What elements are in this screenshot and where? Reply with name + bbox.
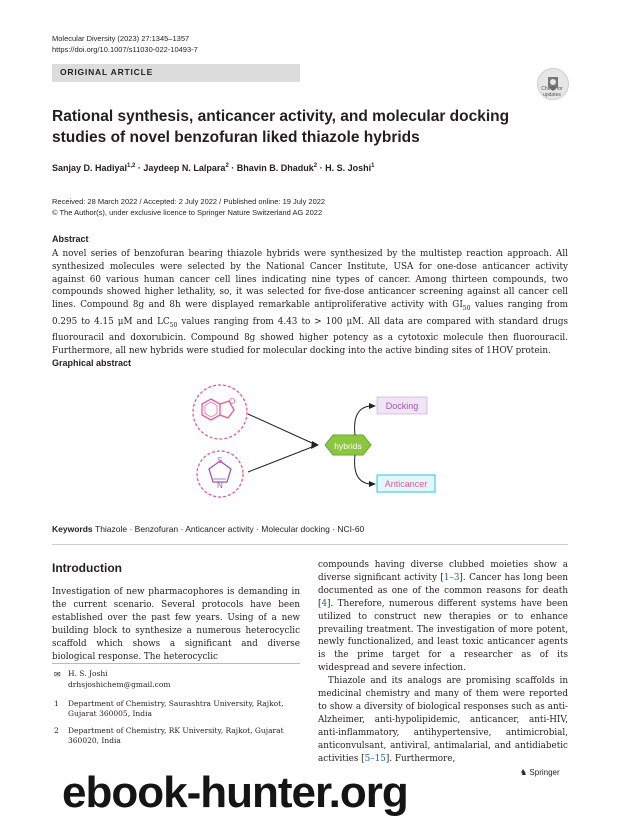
- article-title: Rational synthesis, anticancer activity, and molecular docking studies of novel benzofuran liked thiazole hybrids: [52, 108, 510, 146]
- watermark: ebook-hunter.org: [62, 768, 408, 817]
- corresponding-email[interactable]: drhsjoshichem@gmail.com: [68, 680, 171, 689]
- hybrids-label: hybrids: [334, 441, 362, 451]
- author-list: Sanjay D. Hadiyal$^{1,2}$ · Jaydeep N. Lalpara$^2$ · Bhavin B. Dhaduk$^2$ · H. S. Joshi$^1$: [52, 163, 375, 173]
- arrow-head: [311, 441, 319, 449]
- affiliation-number: 1: [54, 699, 59, 708]
- author[interactable]: Sanjay D. Hadiyal$^{1,2}$: [52, 163, 136, 173]
- section-divider: [52, 544, 568, 545]
- keywords: [52, 524, 364, 534]
- introduction-heading: Introduction: [52, 561, 122, 575]
- publication-dates: [52, 196, 325, 218]
- docking-label: Docking: [385, 401, 419, 411]
- anticancer-label: Anticancer: [384, 479, 428, 489]
- intro-right-column: [318, 559, 568, 766]
- intro-left-column: Investigation of new pharmacophores is demanding in the current scenario. Several protocols have been established over the past few years. Using of a new building block to synthesize a numerous heterocyclic scaffold which shows a significant and diverse biological response. The heterocyclic: [52, 587, 300, 662]
- copyright-line: © The Author(s), under exclusive licence to Springer Nature Switzerland AG 2022: [52, 208, 323, 217]
- author[interactable]: Jaydeep N. Lalpara$^2$: [143, 163, 229, 173]
- affiliation-2: Department of Chemistry, RK University, Rajkot, Gujarat 360020, India: [68, 726, 284, 745]
- journal-info: [52, 33, 198, 55]
- affiliation-1: Department of Chemistry, Saurashtra University, Rajkot, Gujarat 360005, India: [68, 699, 284, 718]
- springer-horse-icon: ♞: [520, 768, 528, 777]
- atom-s-label: S: [217, 456, 223, 465]
- history-dates: Received: 28 March 2022 / Accepted: 2 July 2022 / Published online: 19 July 2022: [52, 197, 326, 206]
- intro-paragraph: Thiazole and its analogs are promising scaffolds in medicinal chemistry and many of them were reported to show a diversity of biological responses such as anti-Alzheimer, anti-hypolipidemic, anticancer, anti-HIV, anti-inflammatory, antihypertensive, antimicrobial, anticonvulsant, antiviral, antimalarial, and antidiabetic activities [5–15]. Furthermore,: [318, 676, 568, 764]
- affiliation-number: 2: [54, 726, 59, 735]
- arrow-to-anticancer: [355, 455, 370, 484]
- arrow-head: [369, 481, 376, 487]
- abstract-text: A novel series of benzofuran bearing thiazole hybrids were synthesized by the multistep reaction approach. All synthesized molecules were selected by the National Cancer Institute, USA for one-dose anticancer activity against 60 various human cancer cell lines indicating nine types of cancer. Among thirteen compounds, two compounds showed higher lethality, so, it was selected for five-dose anticancer screening against all cancer cell lines. Compound 8g and 8h were displayed remarkable antiproliferative activity with $GI_{50}$ values ranging from 0.295 to 4.15 μM and $LC_{50}$ values ranging from 4.43 to > 100 μM. All data are compared with standard drugs fluorouracil and doxorubicin. Compound 8g showed higher potency as a cytotoxic molecule then fluorouracil. Furthermore, all new hybrids were studied for molecular docking into the active binding sites of 1HOV protein.: [52, 249, 568, 357]
- keywords-label: Keywords: [52, 524, 93, 534]
- graphical-abstract-heading: Graphical abstract: [52, 358, 132, 368]
- corresponding-author: H. S. Joshi: [68, 669, 108, 678]
- footnote-rule: [52, 663, 300, 664]
- arrow-head: [369, 403, 376, 409]
- author[interactable]: H. S. Joshi$^1$: [325, 163, 375, 173]
- atom-n-label: N: [217, 481, 223, 490]
- citation-link[interactable]: 4: [321, 598, 328, 609]
- publisher-logo: ♞ Springer: [520, 768, 560, 777]
- abstract-heading: Abstract: [52, 234, 89, 244]
- article-type-banner: [52, 64, 300, 82]
- envelope-icon: ✉: [54, 670, 61, 679]
- atom-o-label: O: [229, 397, 236, 406]
- author[interactable]: Bhavin B. Dhaduk$^2$: [236, 163, 318, 173]
- intro-paragraph: compounds having diverse clubbed moieties show a diverse significant activity [1–3]. Cancer has long been documented as one of the common reasons for death [4]. Therefore, numerous different systems have been utilized to construct new therapies or to enhance prevailing treatment. The investigation of more potent, newly functionalized, and least toxic anticancer agents is the prime target for a researcher as of its widespread and severe infection.: [318, 560, 568, 674]
- doi-link[interactable]: https://doi.org/10.1007/s11030-022-10493-7: [52, 45, 198, 54]
- journal-citation: Molecular Diversity (2023) 27:1345–1357: [52, 34, 190, 43]
- keywords-list: Thiazole · Benzofuran · Anticancer activity · Molecular docking · NCI-60: [95, 524, 365, 534]
- check-for-updates-label: Check for updates: [541, 86, 563, 98]
- citation-link[interactable]: 1–3: [443, 572, 460, 583]
- graphical-abstract-figure: [180, 384, 440, 504]
- citation-link[interactable]: 5–15: [364, 753, 386, 764]
- article-type-label: ORIGINAL ARTICLE: [60, 67, 154, 77]
- arrow-to-docking: [355, 406, 370, 435]
